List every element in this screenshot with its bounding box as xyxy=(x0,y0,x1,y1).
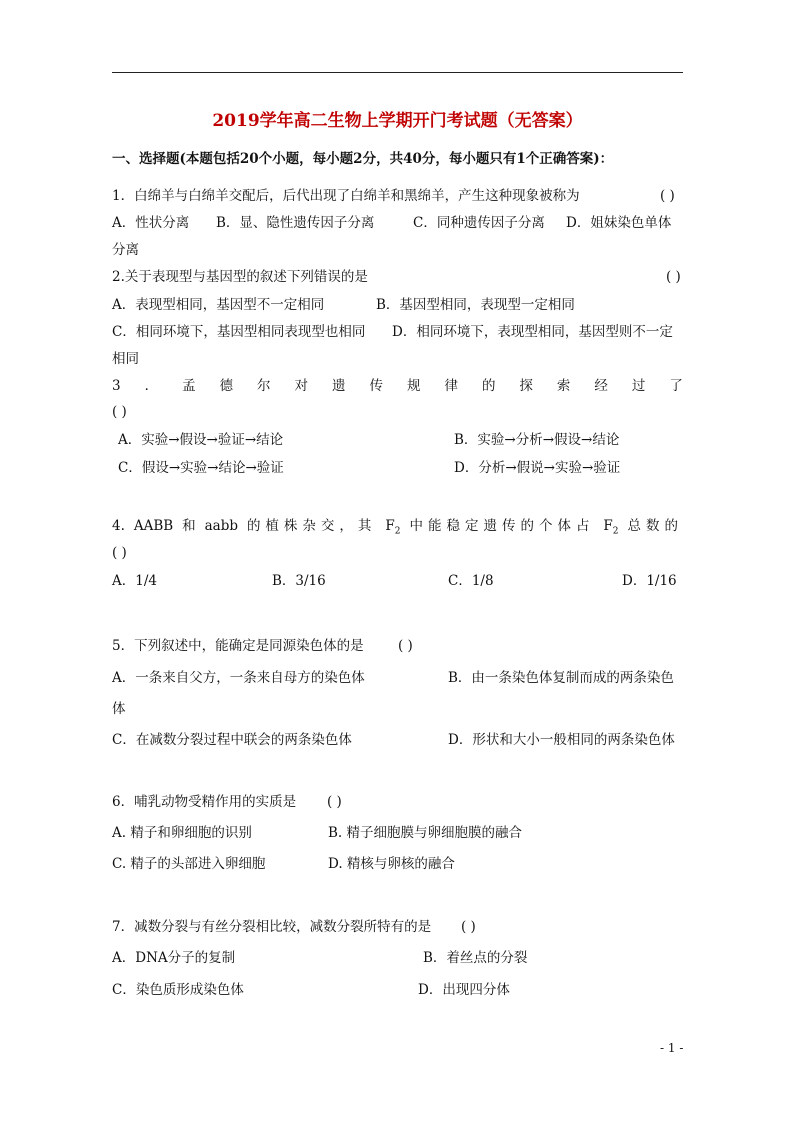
q4-f-letter: F xyxy=(603,518,613,534)
q6-stem: 6．哺乳动物受精作用的实质是 xyxy=(112,794,297,810)
q2-answer-paren: ( ) xyxy=(666,269,681,285)
q3-char: 传 xyxy=(369,378,383,394)
q6-answer-paren: ( ) xyxy=(327,794,342,810)
q4-option-a: A．1/4 xyxy=(112,573,157,589)
q4-number: 4. xyxy=(112,518,125,534)
q3-option-a: A．实验→假设→验证→结论 xyxy=(118,432,284,448)
q6-option-b: B. 精子细胞膜与卵细胞膜的融合 xyxy=(328,825,523,841)
q4-f2-first xyxy=(385,517,400,541)
q3-option-d: D．分析→假说→实验→验证 xyxy=(454,460,621,476)
q5-option-b-continued: 体 xyxy=(112,701,126,717)
q5-answer-paren: ( ) xyxy=(398,638,413,654)
q3-char: 遗 xyxy=(332,378,346,394)
q7-stem: 7．减数分裂与有丝分裂相比较，减数分裂所特有的是 xyxy=(112,919,432,935)
q4-f-subscript: 2 xyxy=(612,526,619,537)
q2-option-c: C．相同环境下，基因型相同表现型也相同 xyxy=(112,324,366,340)
q3-char: 经 xyxy=(594,378,608,394)
q3-option-b: B．实验→分析→假设→结论 xyxy=(454,432,620,448)
q1-option-d-continued: 分离 xyxy=(112,242,139,258)
q5-option-a: A．一条来自父方，一条来自母方的染色体 xyxy=(112,670,365,686)
q1-option-a: A．性状分离 xyxy=(112,215,190,231)
q4-option-d: D．1/16 xyxy=(622,573,677,589)
q2-stem: 2.关于表现型与基因型的叙述下列错误的是 xyxy=(112,269,368,285)
q2-option-d: D．相同环境下，表现型相同，基因型则不一定 xyxy=(392,324,673,340)
q3-char: 索 xyxy=(556,378,571,394)
q6-option-a: A. 精子和卵细胞的识别 xyxy=(112,825,252,841)
q4-text-2: 中能稳定遗传的个体占 xyxy=(409,518,595,534)
q1-answer-paren: ( ) xyxy=(660,188,675,204)
q3-char: 的 xyxy=(481,378,496,394)
q7-answer-paren: ( ) xyxy=(461,919,476,935)
q4-text-3: 总数的 xyxy=(627,518,683,534)
q3-stem xyxy=(112,377,683,395)
header-rule xyxy=(112,72,683,73)
q4-option-c: C．1/8 xyxy=(448,573,494,589)
q7-option-b: B．着丝点的分裂 xyxy=(423,950,528,966)
q7-option-d: D．出现四分体 xyxy=(418,982,510,998)
q4-genotype-1: AABB xyxy=(133,518,174,534)
q4-f2-second xyxy=(603,517,618,541)
q4-answer-paren: ( ) xyxy=(112,545,127,561)
q2-option-b: B．基因型相同，表现型一定相同 xyxy=(376,297,575,313)
q3-char: 孟 xyxy=(182,378,196,394)
q3-char: 德 xyxy=(219,378,234,394)
q5-stem: 5．下列叙述中，能确定是同源染色体的是 xyxy=(112,638,364,654)
q4-genotype-2: aabb xyxy=(204,518,238,534)
q3-option-c: C．假设→实验→结论→验证 xyxy=(118,460,284,476)
q7-option-a: A．DNA分子的复制 xyxy=(112,950,236,966)
q5-option-c: C．在减数分裂过程中联会的两条染色体 xyxy=(112,732,352,748)
q4-f-letter: F xyxy=(385,518,395,534)
q3-char: 律 xyxy=(444,378,458,394)
q3-char: 过 xyxy=(631,378,646,394)
q4-f-subscript: 2 xyxy=(394,526,401,537)
q3-char: 尔 xyxy=(257,378,271,394)
q1-option-c: C．同种遗传因子分离 xyxy=(413,215,545,231)
q4-stem xyxy=(112,517,683,541)
q4-option-b: B．3/16 xyxy=(272,573,326,589)
q3-char: 了 xyxy=(669,378,683,394)
page-number: - 1 - xyxy=(660,1041,684,1055)
q4-word: 和 xyxy=(182,518,196,534)
q2-option-a: A．表现型相同，基因型不一定相同 xyxy=(112,297,325,313)
q3-char: 规 xyxy=(406,378,421,394)
q3-answer-paren: ( ) xyxy=(112,404,127,420)
q4-text-1: 的植株杂交，其 xyxy=(246,518,377,534)
q5-option-d: D．形状和大小一般相同的两条染色体 xyxy=(448,732,675,748)
q5-option-b: B．由一条染色体复制而成的两条染色 xyxy=(448,670,674,686)
q6-option-c: C. 精子的头部进入卵细胞 xyxy=(112,856,266,872)
q3-char: 探 xyxy=(519,378,533,394)
q1-option-d: D．姐妹染色单体 xyxy=(566,215,672,231)
exam-title: 2019学年高二生物上学期开门考试题（无答案） xyxy=(212,111,583,131)
section-heading: 一、选择题(本题包括20个小题，每小题2分，共40分，每小题只有1个正确答案)： xyxy=(112,151,614,167)
q3-char: 3 xyxy=(112,378,121,394)
q1-stem: 1．白绵羊与白绵羊交配后，后代出现了白绵羊和黑绵羊，产生这种现象被称为 xyxy=(112,188,580,204)
q7-option-c: C．染色质形成染色体 xyxy=(112,982,244,998)
q6-option-d: D. 精核与卵核的融合 xyxy=(328,856,455,872)
q3-char: 对 xyxy=(294,378,309,394)
q2-option-d-continued: 相同 xyxy=(112,351,139,367)
q3-char: ． xyxy=(144,378,159,394)
q1-option-b: B．显、隐性遗传因子分离 xyxy=(216,215,375,231)
